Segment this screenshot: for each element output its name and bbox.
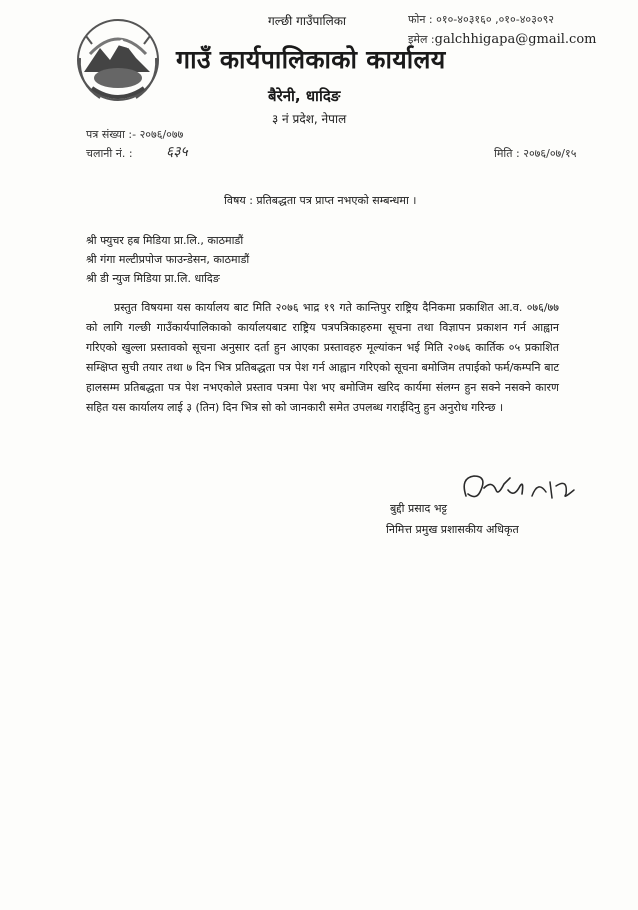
letter-body: प्रस्तुत विषयमा यस कार्यालय बाट मिति २०७६ भाद्र १९ गते कान्तिपुर राष्ट्रिय दैनिकमा प्रकाशित आ.व. ०७६/७७ को लागि गल्छी गाउँकार्यपालिकाको कार्यालयबाट राष्ट्रिय पत्रपत्रिकाहरुमा सूचना तथा विज्ञापन प्रकाशन गर्न आह्वान गरिएको खुल्ला प्रस्तावको सूचना अनुसार दर्ता हुन आएका प्रस्तावहरु मूल्यांकन भई मिति २०७६ कार्तिक ०५ प्रकाशित सम्क्षिप्त सुची तयार तथा ७ दिन भित्र प्रतिबद्धता पत्र पेश गर्न आह्वान गरिएको सूचना बमोजिम तपाईको फर्म/कम्पनि बाट हालसम्म प्रतिबद्धता पत्र पेश नभएकोले प्रस्ताव पत्रमा पेश भए बमोजिम खरिद कार्यमा संलग्न हुन सक्ने नसक्ने कारण सहित यस कार्यालय लाई ३ (तिन) दिन भित्र सो को जानकारी समेत उपलब्ध गराईदिनु हुन अनुरोध गरिन्छ । <box>86 301 559 414</box>
chalani-number-handwritten: ६३५ <box>166 144 188 160</box>
phone-line: फोन : ०१०-४०३१६० ,०१०-४०३०९२ <box>408 13 555 26</box>
handwritten-signature <box>458 470 578 510</box>
signer-designation: निमित्त प्रमुख प्रशासकीय अधिकृत <box>386 523 519 536</box>
chalani-label: चलानी नं. : <box>86 147 133 160</box>
subject-line: विषय : प्रतिबद्धता पत्र प्राप्त नभएको सम्बन्धमा । <box>224 194 417 207</box>
nepal-emblem-icon <box>70 14 166 106</box>
recipient-1: श्री फ्युचर हब मिडिया प्रा.लि., काठमाडौं <box>86 234 244 247</box>
recipient-3: श्री डी न्युज मिडिया प्रा.लि. धादिङ <box>86 272 220 285</box>
letter-date: मिति : २०७६/०७/१५ <box>494 147 577 160</box>
office-location: बैरेनी, धादिङ <box>268 87 341 105</box>
office-title: गाउँ कार्यपालिकाको कार्यालय <box>176 45 446 74</box>
province-line: ३ नं प्रदेश, नेपाल <box>272 112 347 126</box>
email-label: इमेल : <box>408 33 435 46</box>
signer-name: बुद्दी प्रसाद भट्ट <box>390 502 447 515</box>
municipality-name: गल्छी गाउँपालिका <box>268 14 347 28</box>
recipient-2: श्री गंगा मल्टीप्रपोज फाउन्डेसन, काठमाडौं <box>86 253 250 266</box>
email-value: galchhigapa@gmail.com <box>434 32 597 47</box>
email-line <box>408 32 596 47</box>
patra-sankhya: पत्र संख्या :- २०७६/०७७ <box>86 128 184 141</box>
